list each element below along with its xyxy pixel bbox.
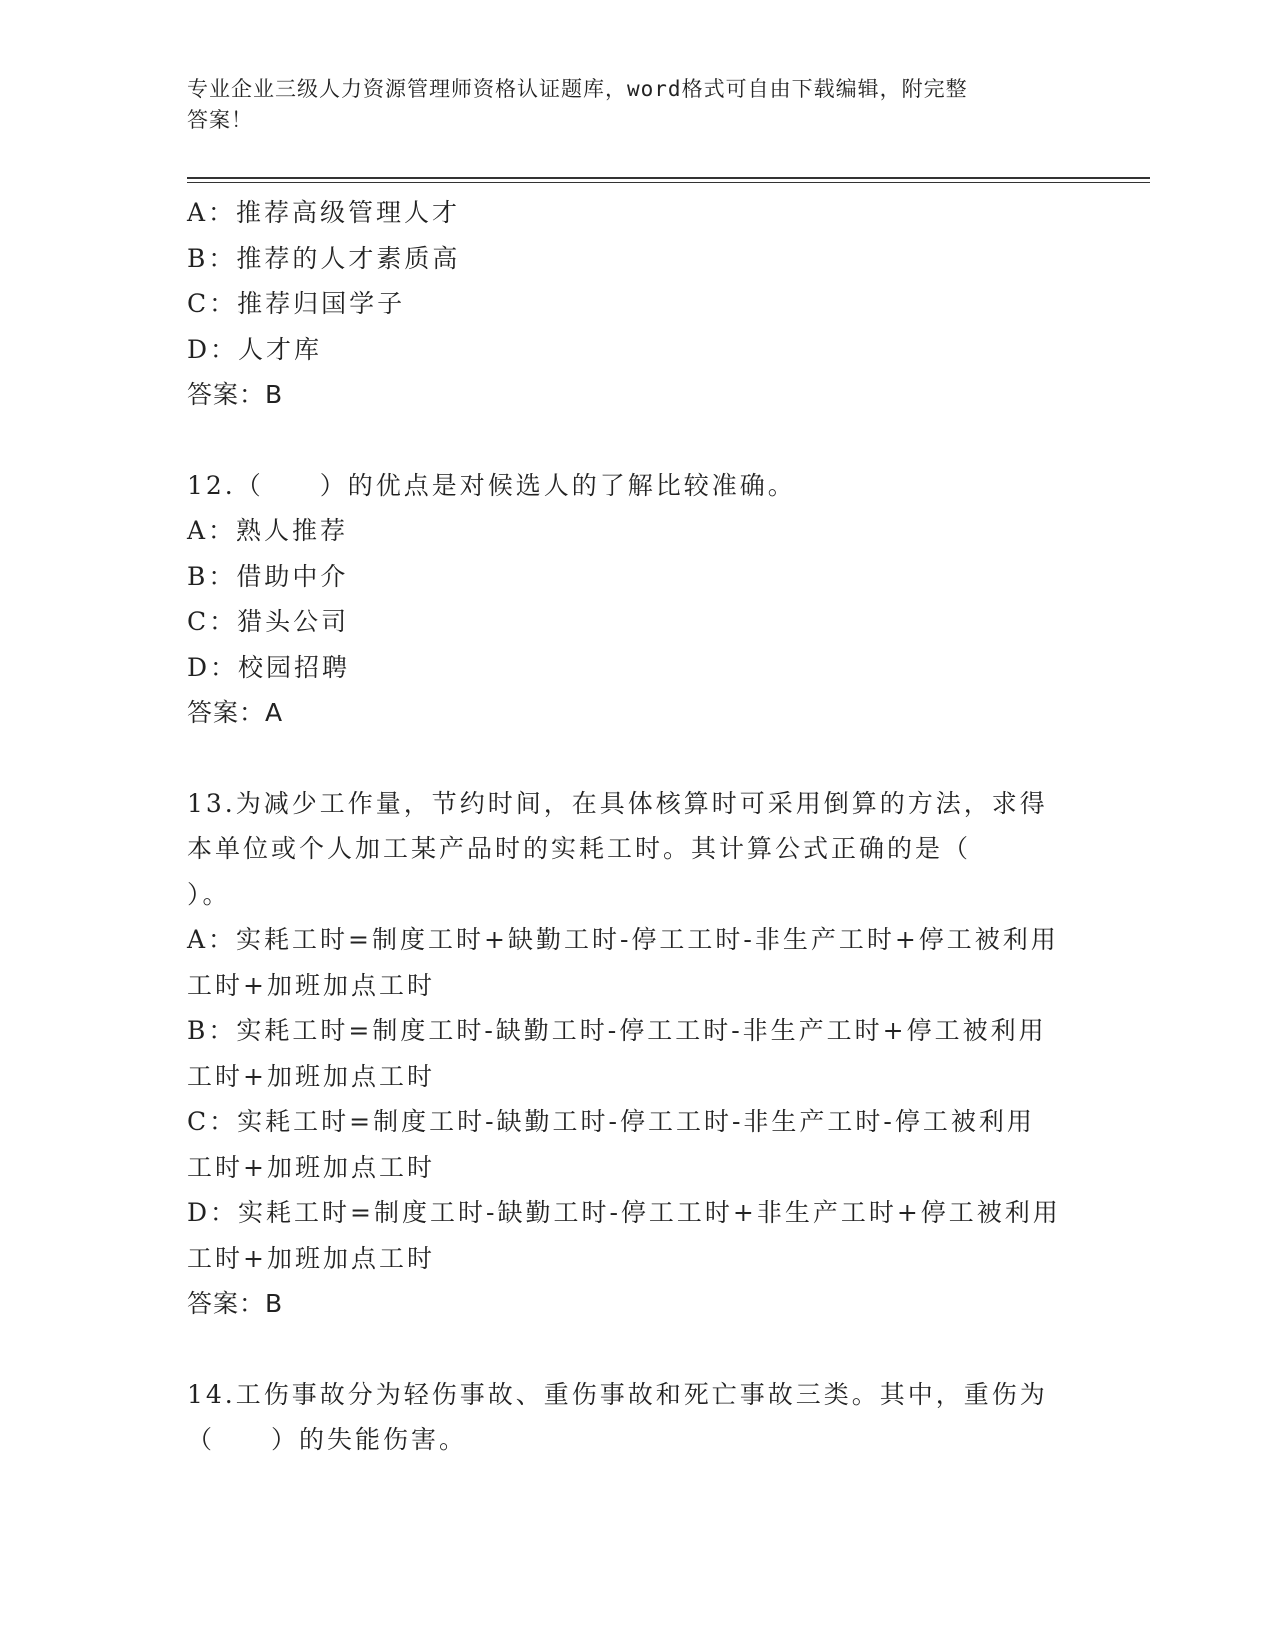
question-stem-line-2: 本单位或个人加工某产品时的实耗工时。其计算公式正确的是（ [187,834,972,863]
question-stem-line-2: （ ）的失能伤害。 [187,1425,468,1454]
option-a: A：推荐高级管理人才 [187,198,461,227]
option-b-line-2: 工时+加班加点工时 [187,1061,435,1091]
option-c: C：推荐归国学子 [187,289,406,318]
question-stem-line-1: 13.为减少工作量，节约时间，在具体核算时可采用倒算的方法，求得 [187,788,1048,818]
option-b: B：借助中介 [187,561,349,591]
option-d-line-1: D：实耗工时=制度工时-缺勤工时-停工工时+非生产工时+停工被利用 [187,1198,1061,1227]
header-line-2: 答案！ [187,108,253,132]
question-content [187,190,1087,1463]
document-header [187,74,1067,136]
option-d: D：校园招聘 [187,652,351,682]
spacer [187,736,1087,781]
option-a-line-2: 工时+加班加点工时 [187,970,435,1000]
question-stem: 12.（ ）的优点是对候选人的了解比较准确。 [187,470,796,500]
question-12 [187,463,1087,736]
answer-line: 答案：B [187,1289,284,1318]
header-rule-thin [187,182,1150,183]
question-stem-line-3: ）。 [187,879,231,909]
option-a-line-1: A：实耗工时=制度工时+缺勤工时-停工工时-非生产工时+停工被利用 [187,925,1059,954]
option-d: D：人才库 [187,334,323,364]
header-rule-thick [187,177,1150,179]
question-stem-line-1: 14.工伤事故分为轻伤事故、重伤事故和死亡事故三类。其中，重伤为 [187,1379,1048,1409]
option-d-line-2: 工时+加班加点工时 [187,1243,435,1273]
answer-line: 答案：A [187,698,284,727]
answer-line: 答案：B [187,380,284,409]
option-c: C：猎头公司 [187,607,350,636]
option-b-line-1: B：实耗工时=制度工时-缺勤工时-停工工时-非生产工时+停工被利用 [187,1016,1047,1045]
option-c-line-1: C：实耗工时=制度工时-缺勤工时-停工工时-非生产工时-停工被利用 [187,1107,1035,1136]
header-line-1: 专业企业三级人力资源管理师资格认证题库，word格式可自由下载编辑，附完整 [187,77,968,101]
question-11 [187,190,1087,418]
question-13 [187,781,1087,1327]
option-a: A：熟人推荐 [187,516,349,545]
option-b: B：推荐的人才素质高 [187,243,461,273]
option-c-line-2: 工时+加班加点工时 [187,1152,435,1182]
question-14 [187,1372,1087,1463]
spacer [187,418,1087,463]
spacer [187,1327,1087,1372]
